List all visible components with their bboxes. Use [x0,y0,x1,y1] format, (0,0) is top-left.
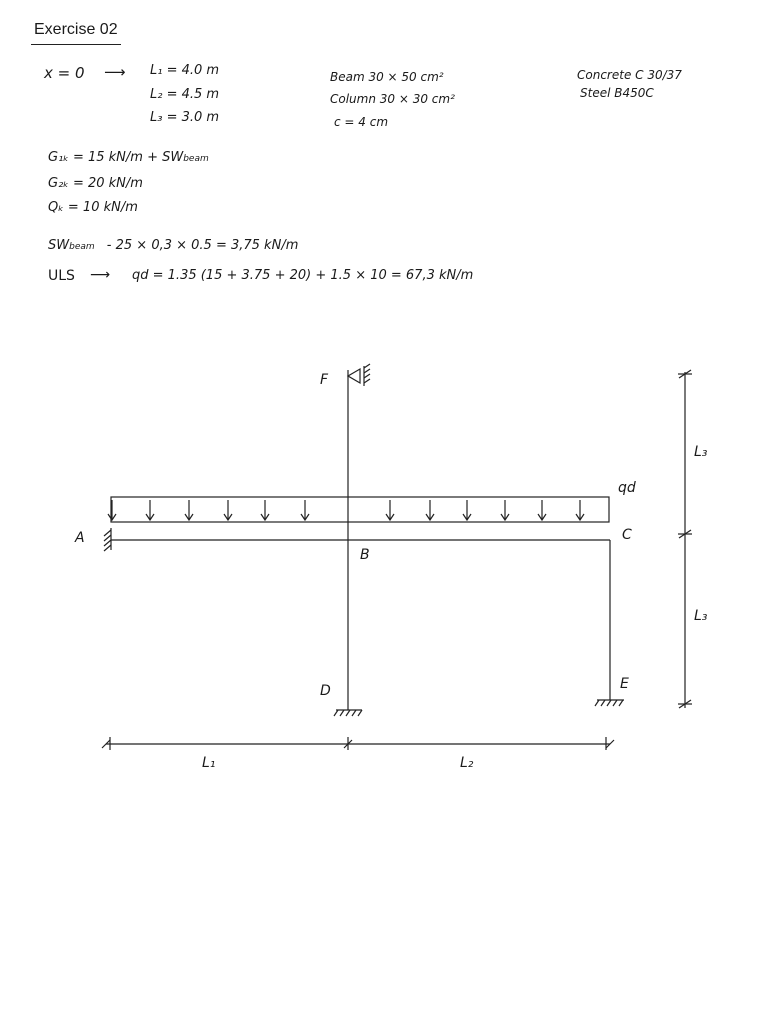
fixed-support-d [334,710,362,716]
g1k-subscript: beam [183,154,209,164]
arrow-icon: ⟶ [104,63,126,81]
length-l3: L₃ = 3.0 m [150,110,220,125]
column-section: Column 30 × 30 cm² [330,92,455,106]
cover: c = 4 cm [334,115,389,129]
dimension-l3-bottom-label: L₃ [694,608,708,624]
self-weight-eq: SWbeam - 25 × 0,3 × 0.5 = 3,75 kN/m [48,238,299,253]
load-qd-label: qd [618,480,636,496]
node-c-label: C [622,527,632,543]
node-f-label: F [320,372,329,388]
qk-load: Qₖ = 10 kN/m [48,200,138,215]
dimension-l1-label: L₁ [202,755,216,771]
g1k-load: G₁ₖ = 15 kN/m + SWbeam [48,150,209,165]
vertical-dimension [678,370,692,708]
load-arrows [108,500,584,520]
node-b-label: B [360,547,370,563]
length-l1: L₁ = 4.0 m [150,63,220,78]
horizontal-dimension [102,737,614,750]
concrete-class: Concrete C 30/37 [577,68,682,82]
node-a-label: A [75,530,85,546]
fixed-support-a [104,528,111,551]
length-l2: L₂ = 4.5 m [150,87,220,102]
beam-section: Beam 30 × 50 cm² [330,70,444,84]
uls-equation: qd = 1.35 (15 + 3.75 + 20) + 1.5 × 10 = 67,3 kN/m [132,268,474,283]
node-d-label: D [320,683,331,699]
g2k-load: G₂ₖ = 20 kN/m [48,176,143,191]
dimension-l2-label: L₂ [460,755,474,771]
x-definition: x = 0 [44,64,85,82]
page-title: Exercise 02 [34,21,118,38]
fixed-support-e [595,700,624,706]
node-e-label: E [620,676,629,692]
steel-class: Steel B450C [580,86,654,100]
distributed-load-box [111,497,609,522]
roller-support-f [348,364,370,386]
dimension-l3-top-label: L₃ [694,444,708,460]
uls-arrow-icon: ⟶ [90,267,111,283]
uls-label: ULS [48,268,75,284]
